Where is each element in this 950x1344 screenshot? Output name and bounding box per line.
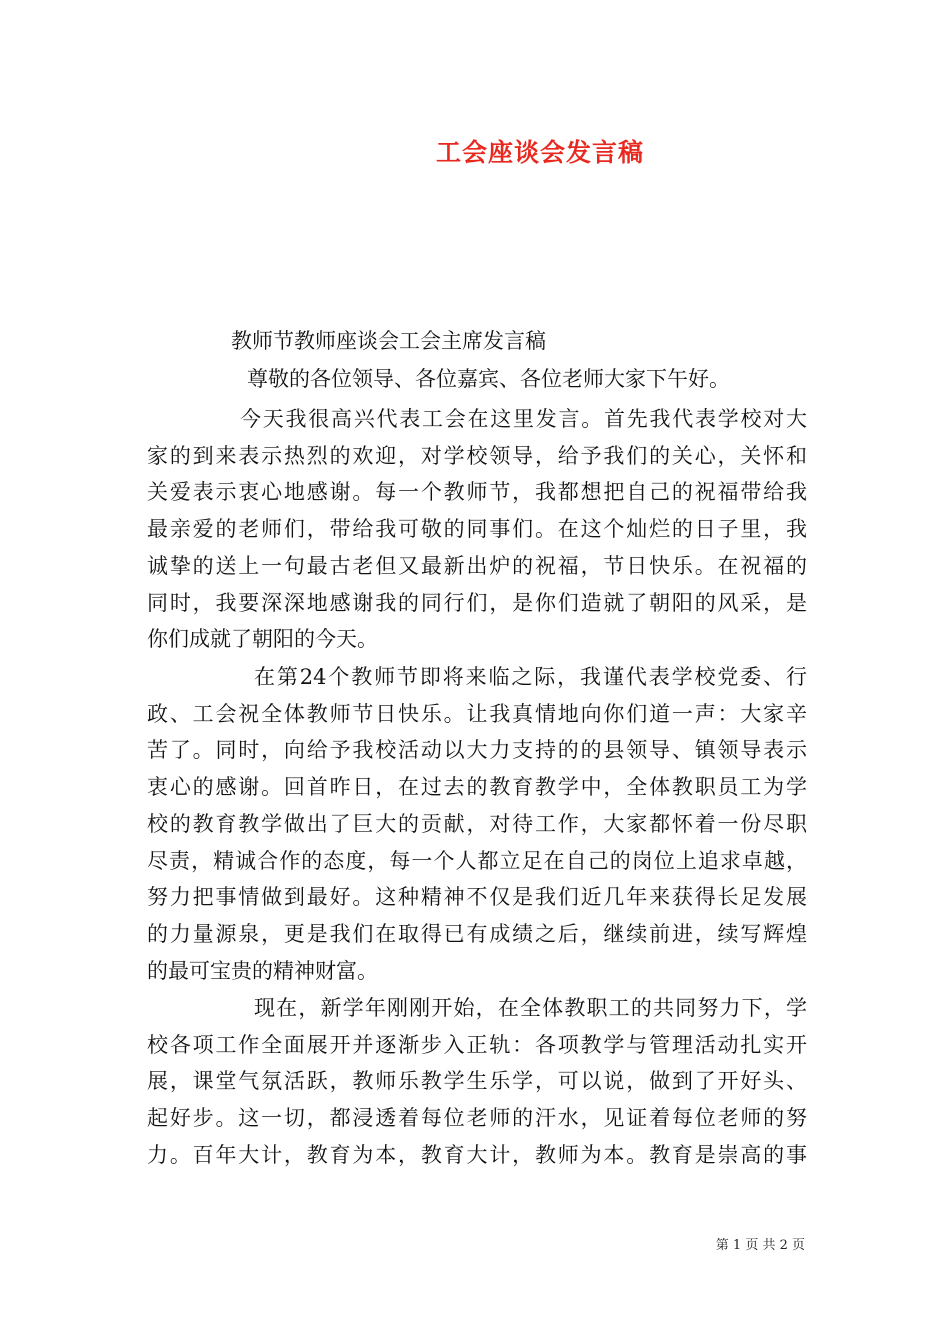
paragraph-line: 尽责，精诚合作的态度，每一个人都立足在自己的岗位上追求卓越， [147,848,807,873]
paragraph-line: 起好步。这一切，都浸透着每位老师的汗水，见证着每位老师的努 [147,1106,807,1131]
paragraph-line: 关爱表示衷心地感谢。每一个教师节，我都想把自己的祝福带给我 [147,480,807,505]
paragraph-1 [147,401,807,658]
paragraph-line: 最亲爱的老师们，带给我可敬的同事们。在这个灿烂的日子里，我 [147,517,807,542]
paragraph-line: 衷心的感谢。回首昨日，在过去的教育教学中，全体教职员工为学 [147,775,807,800]
paragraph-2 [147,659,807,989]
paragraph-line: 现在，新学年刚刚开始，在全体教职工的共同努力下，学 [254,996,807,1020]
paragraph-line: 校各项工作全面展开并逐渐步入正轨：各项教学与管理活动扎实开 [147,1032,807,1057]
paragraph-line: 政、工会祝全体教师节日快乐。让我真情地向你们道一声：大家辛 [147,701,807,726]
paragraph-line: 诚挚的送上一句最古老但又最新出炉的祝福，节日快乐。在祝福的 [147,553,807,578]
page-number-footer: 第 1 页 共 2 页 [715,1238,805,1253]
paragraph-line: 你们成就了朝阳的今天。 [147,627,378,652]
greeting-line: 尊敬的各位领导、各位嘉宾、各位老师大家下午好。 [247,367,730,391]
document-title: 工会座谈会发言稿 [435,138,644,167]
paragraph-line: 在第24个教师节即将来临之际，我谨代表学校党委、行 [254,665,807,689]
paragraph-line: 校的教育教学做出了巨大的贡献，对待工作，大家都怀着一份尽职 [147,811,807,836]
paragraph-line: 的最可宝贵的精神财富。 [147,958,378,983]
paragraph-line: 家的到来表示热烈的欢迎，对学校领导，给予我们的关心，关怀和 [147,443,807,468]
speech-subtitle: 教师节教师座谈会工会主席发言稿 [231,329,546,353]
paragraph-line: 苦了。同时，向给予我校活动以大力支持的的县领导、镇领导表示 [147,738,807,763]
paragraph-line: 今天我很高兴代表工会在这里发言。首先我代表学校对大 [240,407,807,431]
paragraph-3 [147,990,807,1174]
paragraph-line: 的力量源泉，更是我们在取得已有成绩之后，继续前进，续写辉煌 [147,921,807,946]
paragraph-line: 努力把事情做到最好。这种精神不仅是我们近几年来获得长足发展 [147,885,807,910]
paragraph-line: 力。百年大计，教育为本，教育大计，教师为本。教育是崇高的事 [147,1142,807,1167]
paragraph-line: 同时，我要深深地感谢我的同行们，是你们造就了朝阳的风采，是 [147,590,807,615]
paragraph-line: 展，课堂气氛活跃，教师乐教学生乐学，可以说，做到了开好头、 [147,1069,807,1094]
